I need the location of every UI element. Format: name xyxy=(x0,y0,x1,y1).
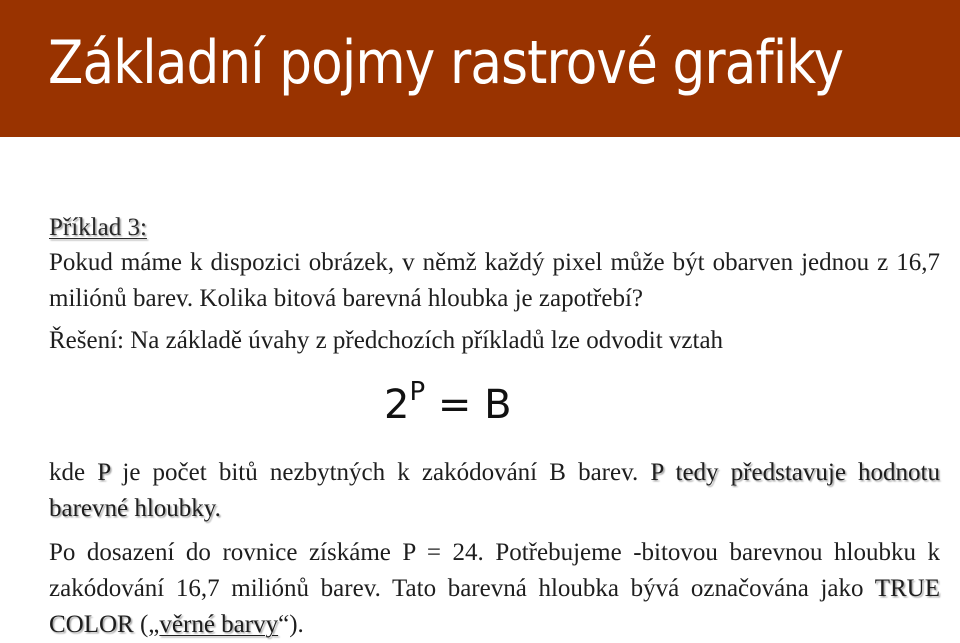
conclusion-paragraph xyxy=(49,535,940,643)
open-paren: („ xyxy=(133,611,160,638)
close-paren: “). xyxy=(278,611,304,638)
solution-paragraph: Řešení: Na základě úvahy z předchozích příkladů lze odvodit vztah xyxy=(49,327,724,354)
explanation-emphasis: P tedy představuje hodnotu barevné hloubky. xyxy=(49,459,940,522)
example-label xyxy=(49,210,940,246)
conclusion-text: Po dosazení do rovnice získáme P = 24. Potřebujeme -bitovou barevnou hloubku k zakódování 16,7 miliónů barev. Tato barevná hloubka bývá označována jako xyxy=(49,539,940,602)
true-color-translation: věrné barvy xyxy=(159,611,279,638)
p-symbol: P xyxy=(97,459,111,486)
explanation-middle: je počet bitů nezbytných k zakódování B barev. xyxy=(110,459,651,486)
formula xyxy=(384,376,512,428)
example-label-text: Příklad 3: xyxy=(49,214,147,241)
problem-paragraph: Pokud máme k dispozici obrázek, v němž každý pixel může být obarven jednou z 16,7 miliónů barev. Kolika bitová barevná hloubka je zapotřebí? xyxy=(49,249,940,312)
title-banner xyxy=(0,0,960,137)
formula-base: 2 xyxy=(384,382,410,428)
true-color-term: TRUE COLOR xyxy=(49,575,940,638)
slide-title: Základní pojmy rastrové grafiky xyxy=(48,28,844,98)
formula-rest: = B xyxy=(425,382,512,428)
explanation-paragraph xyxy=(49,455,940,527)
explanation-start: kde xyxy=(49,459,98,486)
formula-exponent: P xyxy=(409,376,426,407)
